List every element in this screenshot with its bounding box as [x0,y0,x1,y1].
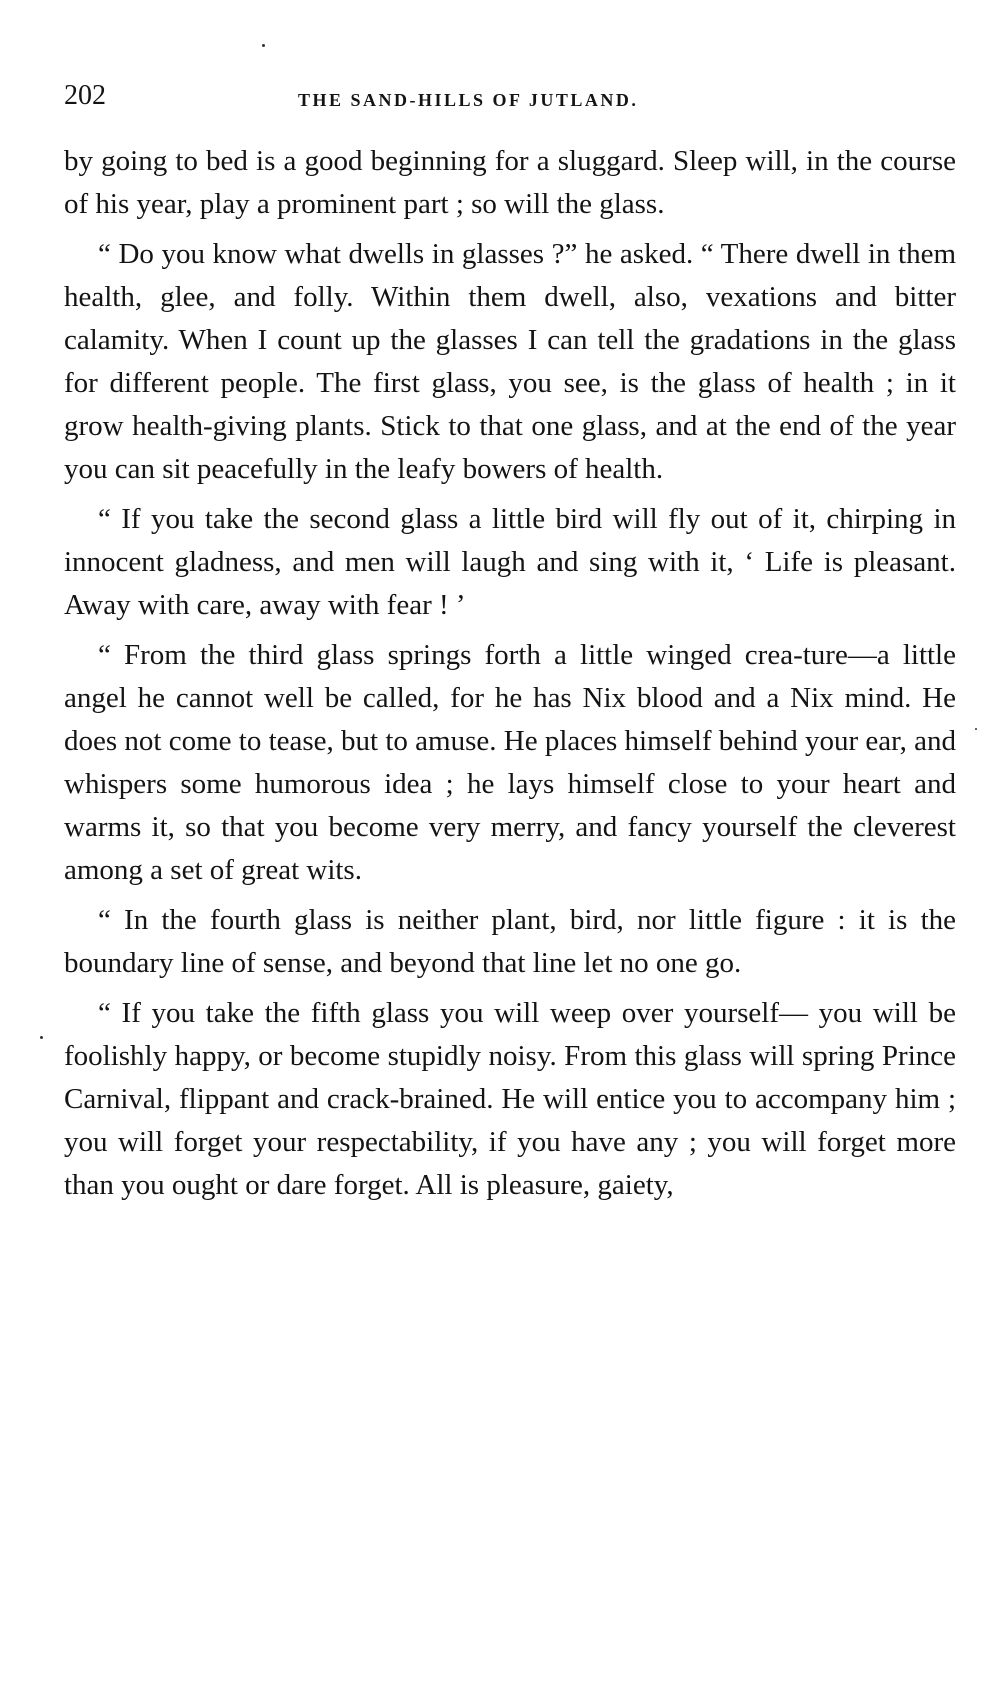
paragraph-4: “ From the third glass springs forth a little winged crea-ture—a little angel he cannot well be called, for he has Nix blood and a Nix mind. He does not come to tease, but to amuse. He places himself behind your ear, and whispers some humorous idea ; he lays himself close to your heart and warms it, so that you become very merry, and fancy yourself the cleverest among a set of great wits. [64,639,956,886]
page-number: 202 [64,80,106,111]
paragraph-5: “ In the fourth glass is neither plant, bird, nor little figure : it is the boundary line of sense, and beyond that line let no one go. [64,904,956,979]
paragraph-3: “ If you take the second glass a little bird will fly out of it, chirping in innocent gladness, and men will laugh and sing with it, ‘ Life is pleasant. Away with care, away with fear ! ’ [64,503,956,621]
page-header [64,80,956,120]
body-text [64,140,956,1214]
paragraph-2: “ Do you know what dwells in glasses ?” he asked. “ There dwell in them health, glee, and folly. Within them dwell, also, vexations and bitter calamity. When I count up the glasses I can tell the gradations in the glass for different people. The first glass, you see, is the glass of health ; in it grow health-giving plants. Stick to that one glass, and at the end of the year you can sit peacefully in the leafy bowers of health. [64,238,956,485]
print-speck [262,44,265,47]
print-speck [40,1036,43,1039]
print-speck [975,728,977,730]
running-title: THE SAND-HILLS OF JUTLAND. [298,90,639,110]
paragraph-1: by going to bed is a good beginning for a sluggard. Sleep will, in the course of his year, play a prominent part ; so will the glass. [64,145,956,220]
paragraph-6: “ If you take the fifth glass you will weep over yourself— you will be foolishly happy, or become stupidly noisy. From this glass will spring Prince Carnival, flippant and crack-brained. He will entice you to accompany him ; you will forget your respectability, if you have any ; you will forget more than you ought or dare forget. All is pleasure, gaiety, [64,997,956,1201]
